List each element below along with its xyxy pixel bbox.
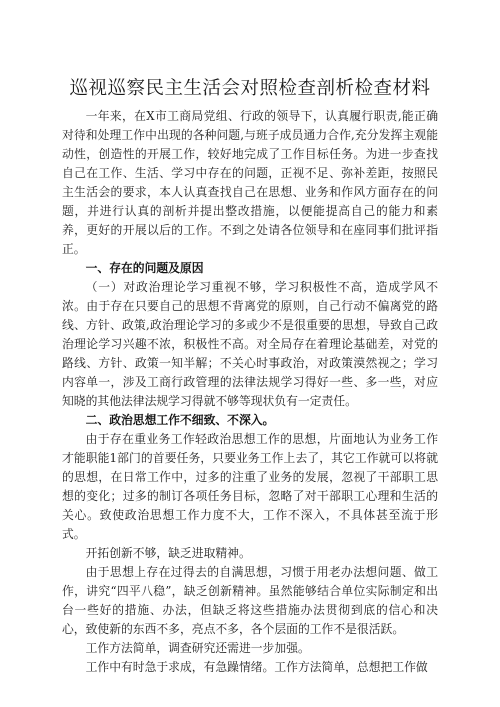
section-2-paragraph-2: 由于思想上存在过得去的自满思想，习惯于用老办法想问题、做工作，讲究“四平八稳”，缺乏创新精神。虽然能够结合单位实际制定和出台一些好的措施、办法，但缺乏将这些措施办法贯彻到底的信心和决心，致使新的东西不多，亮点不多，各个层面的工作不是很活跃。	[62, 565, 438, 636]
document-title: 巡视巡察民主生活会对照检查剖析检查材料	[69, 78, 431, 99]
section-2-paragraph-1: 由于存在重业务工作轻政治思想工作的思想，片面地认为业务工作才能职能1部门的首要任务，只要业务工作上去了，其它工作就可以将就的思想，在日常工作中，过多的注重了业务的发展，忽视了干部职工思想的变化；过多的制订各项任务目标，忽略了对干部职工心理和生活的关心。致使政治思想工作力度不大，工作不深入，不具体甚至流于形式。	[62, 432, 438, 541]
section-2-heading: 二、政治思想工作不细致、不深入。	[85, 413, 275, 427]
section-1-paragraph: （一）对政治理论学习重视不够，学习积极性不高，造成学风不浓。由于存在只要自己的思想不背离党的原则，自己行动不偏离党的路线、方针、政策,政治理论学习的多或少不是很重要的思想，导致自己政治理论学习兴趣不浓，积极性不高。对全局存在着理论基础差，对党的路线、方针、政策一知半解；不关心时事政治，对政策漠然视之；学习内容单一，涉及工商行政管理的法律法规学习得好一些、多一些，对应知晓的其他法律法规学习得就不够等现状负有一定责任。	[62, 280, 438, 408]
intro-paragraph: 一年来，在X市工商局党组、行政的领导下，认真履行职责,能正确对待和处理工作中出现的各种问题,与班子成员通力合作,充分发挥主观能动性，创造性的开展工作，较好地完成了工作目标任务。为进一步查找自己在工作、生活、学习中存在的问题，正视不足、弥补差距，按照民主生活会的要求，本人认真查找自己在思想、业务和作风方面存在的问题，并进行认真的剖析并提出整改措施，以便能提高自己的能力和素养，更好的开展以后的工作。不到之处请各位领导和在座同事们批评指正。	[62, 109, 438, 256]
document-body	[62, 107, 438, 677]
section-2-paragraph-3: 工作中有时急于求成，有急躁情绪。工作方法简单，总想把工作做	[85, 660, 428, 674]
section-2-subheading-method: 工作方法简单，调查研究还需进一步加强。	[85, 641, 310, 655]
section-2-subheading-innovation: 开拓创新不够，缺乏进取精神。	[85, 546, 251, 560]
section-1-heading: 一、存在的问题及原因	[85, 261, 204, 275]
